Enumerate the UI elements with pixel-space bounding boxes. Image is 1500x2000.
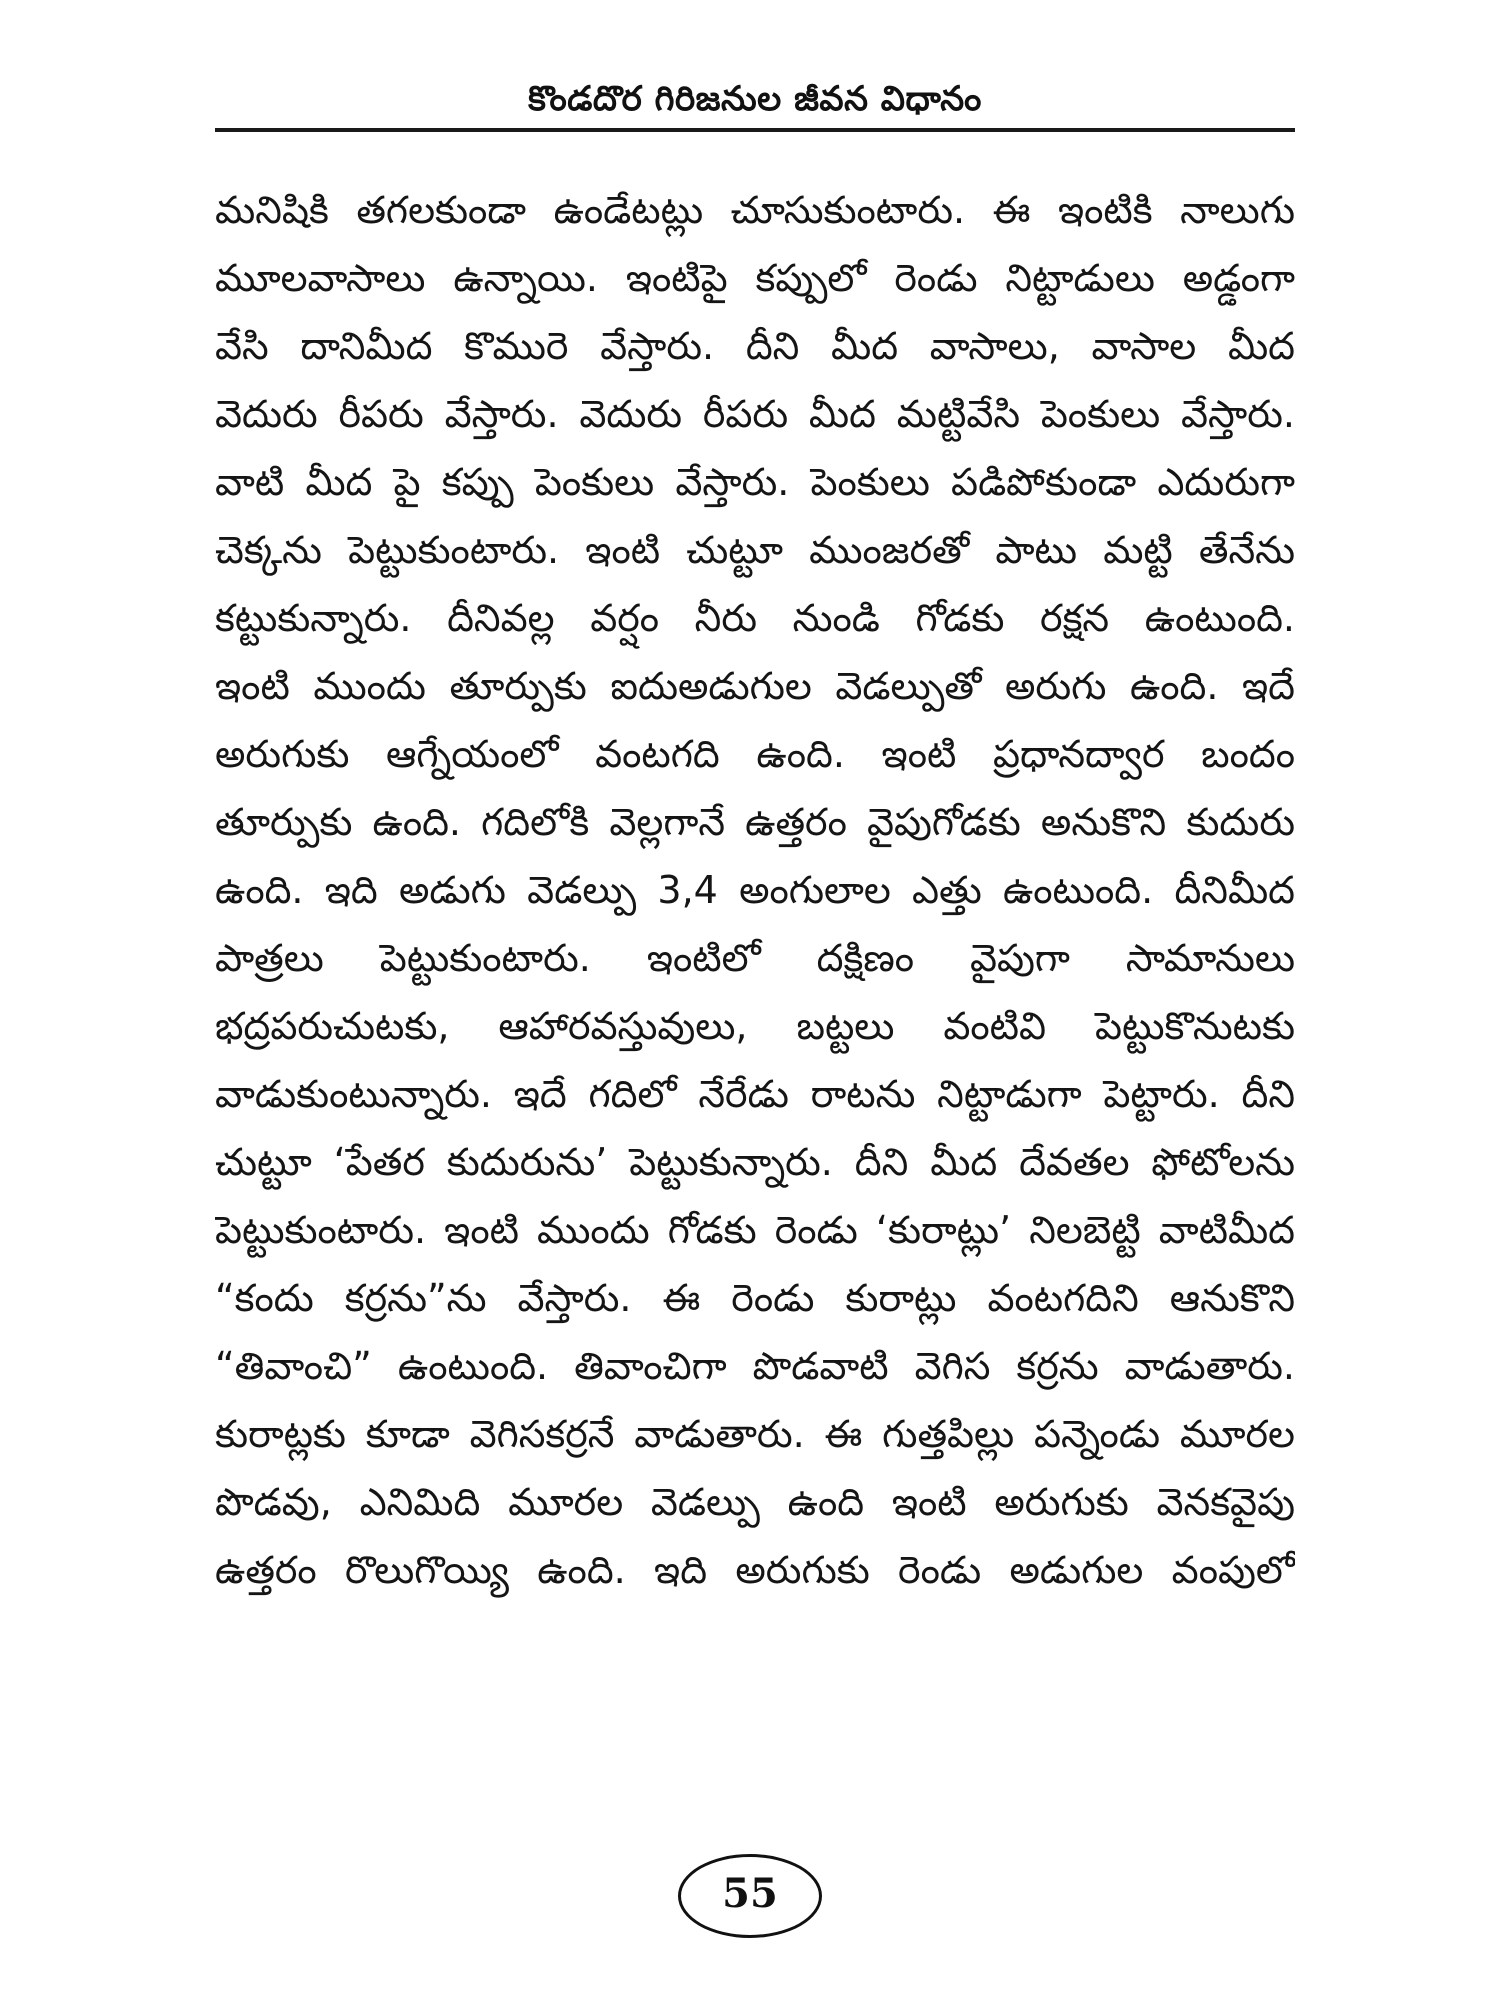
body-text [215, 176, 1295, 1604]
text-line: చెక్కను పెట్టుకుంటారు. ఇంటి చుట్టూ ముంజరతో పాటు మట్టి తేనేను [215, 528, 1295, 572]
text-line: పొడవు, ఎనిమిది మూరల వెడల్పు ఉంది ఇంటి అరుగుకు వెనకవైపు [215, 1480, 1295, 1524]
text-line: చుట్టూ ‘పేతర కుదురును’ పెట్టుకున్నారు. దీని మీద దేవతల ఫోటోలను [215, 1140, 1295, 1184]
text-line: మూలవాసాలు ఉన్నాయి. ఇంటిపై కప్పులో రెండు నిట్టాడులు అడ్డంగా [215, 256, 1295, 300]
text-line: ఉంది. ఇది అడుగు వెడల్పు 3,4 అంగులాల ఎత్తు ఉంటుంది. దీనిమీద [215, 868, 1295, 912]
text-line: అరుగుకు ఆగ్నేయంలో వంటగది ఉంది. ఇంటి ప్రధానద్వార బందం [215, 732, 1295, 776]
text-line: వెదురు రీపరు వేస్తారు. వెదురు రీపరు మీద మట్టివేసి పెంకులు వేస్తారు. [215, 392, 1295, 436]
text-line: తూర్పుకు ఉంది. గదిలోకి వెల్లగానే ఉత్తరం వైపుగోడకు అనుకొని కుదురు [215, 800, 1295, 844]
text-line: మనిషికి తగలకుండా ఉండేటట్లు చూసుకుంటారు. ఈ ఇంటికి నాలుగు [215, 188, 1295, 232]
text-line: వాటి మీద పై కప్పు పెంకులు వేస్తారు. పెంకులు పడిపోకుండా ఎదురుగా [215, 460, 1295, 504]
text-line: ఇంటి ముందు తూర్పుకు ఐదుఅడుగుల వెడల్పుతో అరుగు ఉంది. ఇదే [215, 664, 1295, 708]
text-line: ఉత్తరం రొలుగొయ్యి ఉంది. ఇది అరుగుకు రెండు అడుగుల వంపులో [215, 1548, 1295, 1592]
text-line: “కందు కర్రను”ను వేస్తారు. ఈ రెండు కురాట్లు వంటగదిని ఆనుకొని [215, 1276, 1295, 1320]
text-line: కురాట్లకు కూడా వెగిసకర్రనే వాడుతారు. ఈ గుత్తపిల్లు పన్నెండు మూరల [215, 1412, 1295, 1456]
page-number-badge [678, 1854, 822, 1938]
page-number: 55 [722, 1870, 778, 1917]
text-line: పెట్టుకుంటారు. ఇంటి ముందు గోడకు రెండు ‘కురాట్లు’ నిలబెట్టి వాటిమీద [215, 1208, 1295, 1252]
text-line: కట్టుకున్నారు. దీనివల్ల వర్షం నీరు నుండి గోడకు రక్షన ఉంటుంది. [215, 596, 1295, 640]
text-line: భద్రపరుచుటకు, ఆహారవస్తువులు, బట్టలు వంటివి పెట్టుకొనుటకు [215, 1004, 1295, 1048]
text-line: వాడుకుంటున్నారు. ఇదే గదిలో నేరేడు రాటను నిట్టాడుగా పెట్టారు. దీని [215, 1072, 1295, 1116]
running-header-title: కొండదొర గిరిజనుల జీవన విధానం [528, 79, 982, 119]
running-header [215, 68, 1295, 130]
text-line: “తివాంచి” ఉంటుంది. తివాంచిగా పొడవాటి వెగిస కర్రను వాడుతారు. [215, 1344, 1295, 1388]
header-rule [215, 128, 1295, 132]
text-line: వేసి దానిమీద కొమురె వేస్తారు. దీని మీద వాసాలు, వాసాల మీద [215, 324, 1295, 368]
text-line: పాత్రలు పెట్టుకుంటారు. ఇంటిలో దక్షిణం వైపుగా సామానులు [215, 936, 1295, 980]
